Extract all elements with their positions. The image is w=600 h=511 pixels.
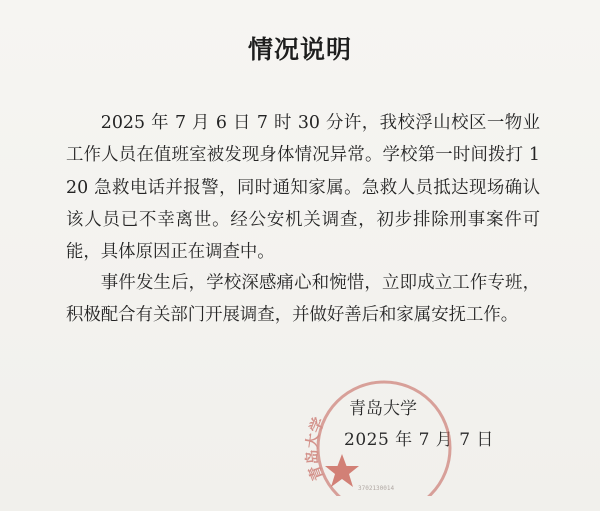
- paragraph-response: 事件发生后，学校深感痛心和惋惜，立即成立工作专班，积极配合有关部门开展调查，并做好善后和家属安抚工作。: [66, 273, 540, 326]
- svg-text:3702130014: 3702130014: [358, 485, 395, 492]
- official-seal-stamp: [302, 366, 452, 496]
- paragraph-incident: 2025 年 7 月 6 日 7 时 30 分许，我校浮山校区一物业工作人员在值班室被发现身体情况异常。学校第一时间拨打 120 急救电话并报警，同时通知家属。急救人员抵达现场确认该人员已不幸离世。经公安机关调查，初步排除刑事案件可能，具体原因正在调查中。: [66, 113, 540, 263]
- seal-star-icon: [325, 454, 359, 487]
- svg-text:青岛大学: 青岛大学: [302, 414, 329, 484]
- page-title: 情况说明: [247, 35, 352, 64]
- signature-date: 2025 年 7 月 7 日: [344, 430, 494, 450]
- signature-organization: 青岛大学: [349, 399, 417, 419]
